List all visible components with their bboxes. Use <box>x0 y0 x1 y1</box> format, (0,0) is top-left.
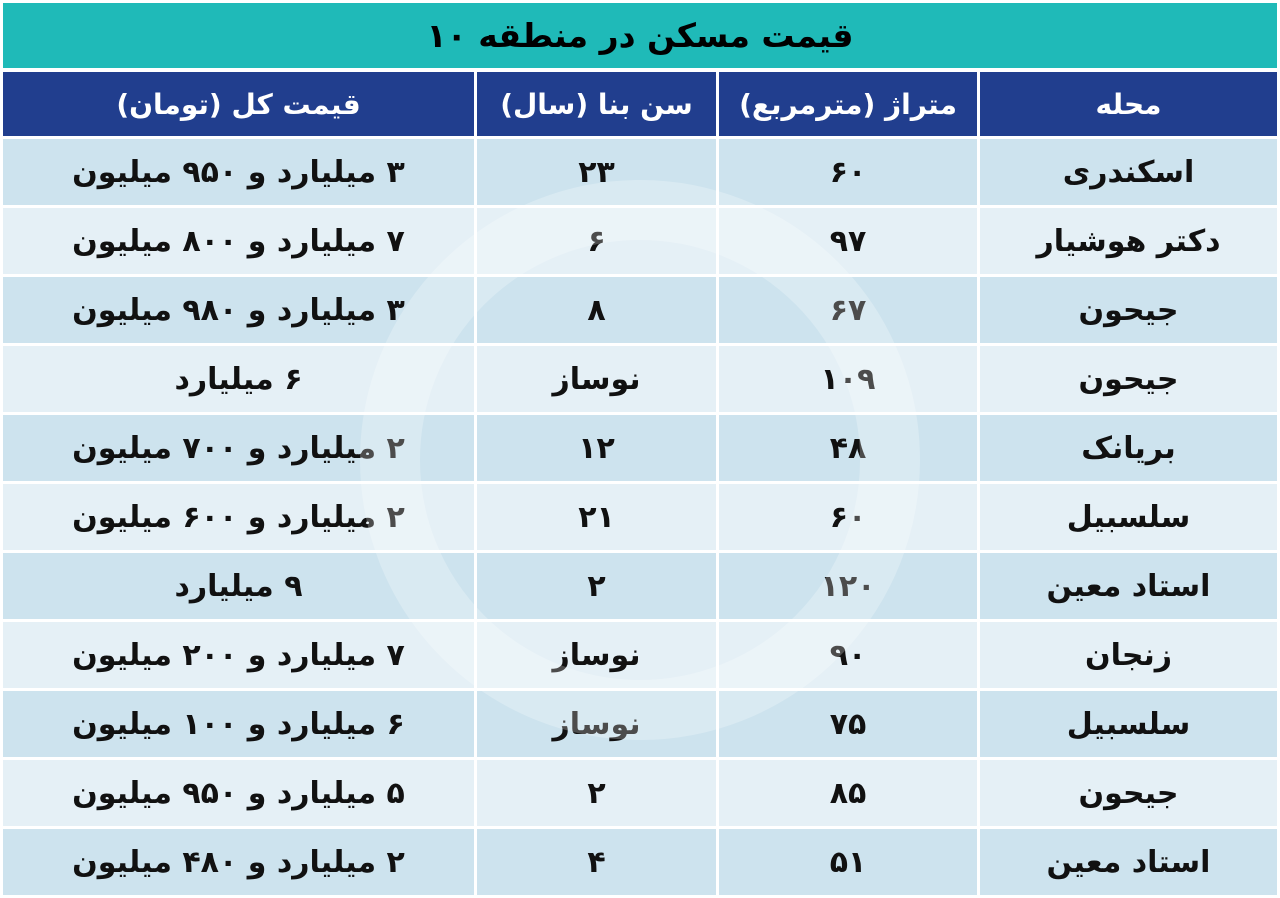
cell-neighborhood: جیحون <box>977 277 1277 346</box>
cell-area: ۶۰ <box>716 139 977 208</box>
cell-area: ۶۷ <box>716 277 977 346</box>
table-row <box>3 208 1277 277</box>
header-area: متراژ (مترمربع) <box>716 72 977 139</box>
cell-total-price: ۷ میلیارد و ۸۰۰ میلیون <box>3 208 474 277</box>
cell-area: ۸۵ <box>716 760 977 829</box>
cell-total-price: ۲ میلیارد و ۴۸۰ میلیون <box>3 829 474 898</box>
cell-area: ۴۸ <box>716 415 977 484</box>
cell-total-price: ۹ میلیارد <box>3 553 474 622</box>
header-row <box>3 72 1277 139</box>
table-row <box>3 760 1277 829</box>
cell-neighborhood: جیحون <box>977 346 1277 415</box>
housing-price-table <box>3 72 1277 898</box>
cell-building-age: ۲ <box>474 760 716 829</box>
cell-building-age: ۱۲ <box>474 415 716 484</box>
cell-building-age: ۲ <box>474 553 716 622</box>
cell-total-price: ۶ میلیارد <box>3 346 474 415</box>
cell-total-price: ۵ میلیارد و ۹۵۰ میلیون <box>3 760 474 829</box>
table-title: قیمت مسکن در منطقه ۱۰ <box>3 3 1277 68</box>
table-row <box>3 139 1277 208</box>
cell-building-age: ۲۱ <box>474 484 716 553</box>
table-row <box>3 484 1277 553</box>
cell-building-age: نوساز <box>474 346 716 415</box>
cell-neighborhood: زنجان <box>977 622 1277 691</box>
table-row <box>3 277 1277 346</box>
table-row <box>3 346 1277 415</box>
cell-total-price: ۳ میلیارد و ۹۸۰ میلیون <box>3 277 474 346</box>
cell-area: ۹۷ <box>716 208 977 277</box>
header-neighborhood: محله <box>977 72 1277 139</box>
header-total-price: قیمت کل (تومان) <box>3 72 474 139</box>
cell-area: ۱۲۰ <box>716 553 977 622</box>
table-row <box>3 553 1277 622</box>
table-row <box>3 691 1277 760</box>
table-row <box>3 415 1277 484</box>
cell-building-age: ۲۳ <box>474 139 716 208</box>
cell-neighborhood: استاد معین <box>977 553 1277 622</box>
cell-neighborhood: بریانک <box>977 415 1277 484</box>
cell-neighborhood: جیحون <box>977 760 1277 829</box>
cell-neighborhood: سلسبیل <box>977 484 1277 553</box>
cell-total-price: ۲ میلیارد و ۶۰۰ میلیون <box>3 484 474 553</box>
cell-building-age: نوساز <box>474 622 716 691</box>
header-building-age: سن بنا (سال) <box>474 72 716 139</box>
table-row <box>3 622 1277 691</box>
cell-neighborhood: دکتر هوشیار <box>977 208 1277 277</box>
cell-area: ۹۰ <box>716 622 977 691</box>
cell-neighborhood: استاد معین <box>977 829 1277 898</box>
cell-neighborhood: اسکندری <box>977 139 1277 208</box>
cell-building-age: ۸ <box>474 277 716 346</box>
cell-building-age: ۴ <box>474 829 716 898</box>
cell-total-price: ۳ میلیارد و ۹۵۰ میلیون <box>3 139 474 208</box>
table-row <box>3 829 1277 898</box>
cell-area: ۶۰ <box>716 484 977 553</box>
cell-total-price: ۲ میلیارد و ۷۰۰ میلیون <box>3 415 474 484</box>
cell-area: ۷۵ <box>716 691 977 760</box>
cell-area: ۱۰۹ <box>716 346 977 415</box>
cell-building-age: نوساز <box>474 691 716 760</box>
cell-neighborhood: سلسبیل <box>977 691 1277 760</box>
cell-total-price: ۷ میلیارد و ۲۰۰ میلیون <box>3 622 474 691</box>
cell-building-age: ۶ <box>474 208 716 277</box>
cell-total-price: ۶ میلیارد و ۱۰۰ میلیون <box>3 691 474 760</box>
cell-area: ۵۱ <box>716 829 977 898</box>
